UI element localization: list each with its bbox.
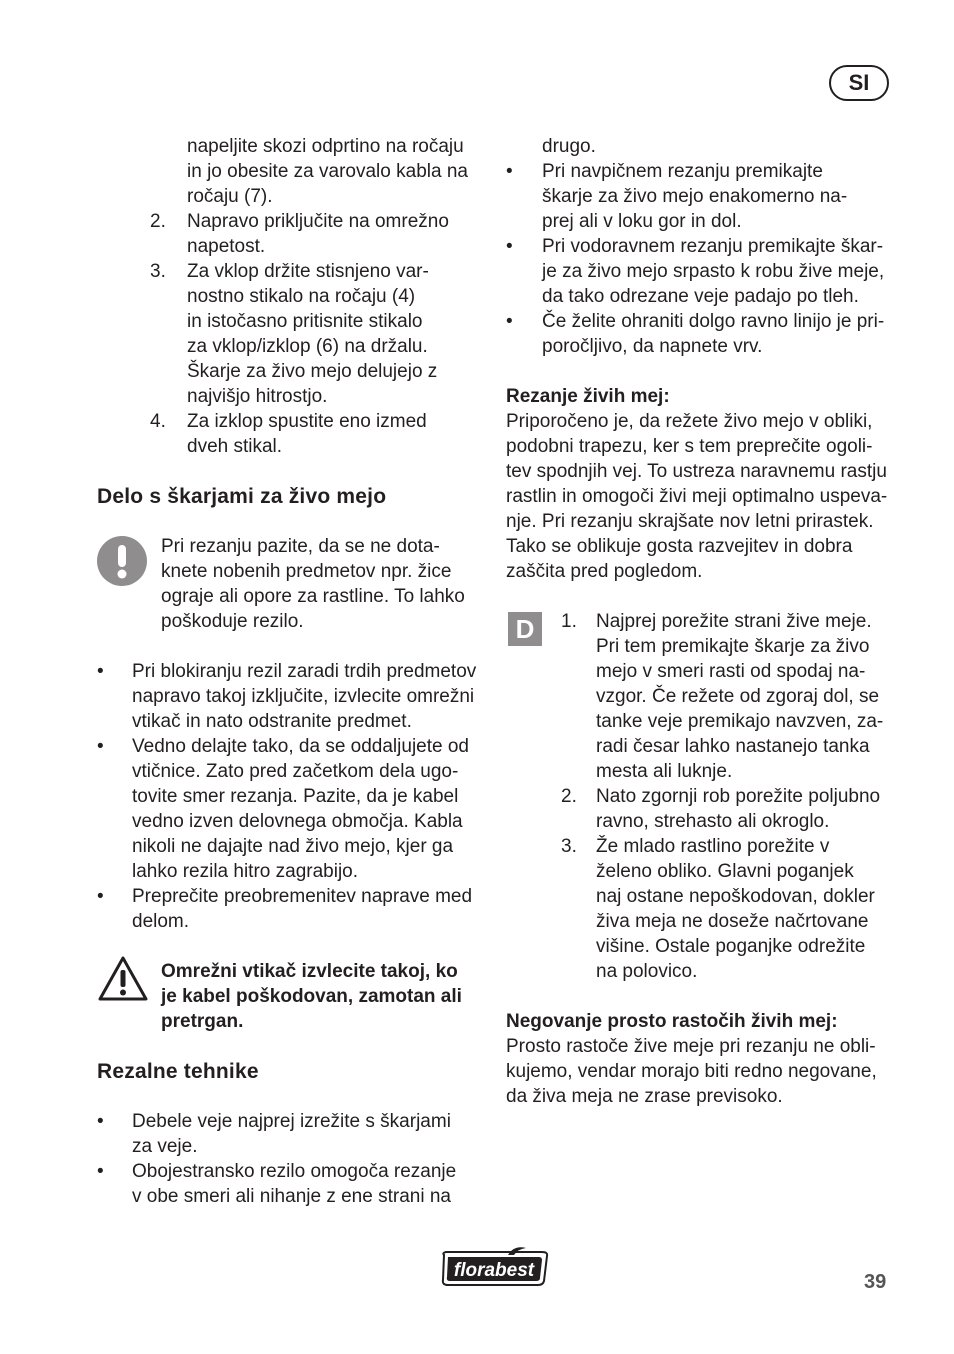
warning-triangle-icon [97,955,149,1010]
text-line: napetost. [187,236,266,257]
text-line: Za vklop držite stisnjeno var- [187,261,429,282]
text-line: mesta ali luknje. [596,761,733,782]
exclamation-icon [97,536,147,586]
step-number: 2. [561,786,577,807]
page-number: 39 [864,1271,887,1293]
bullet-icon: • [506,236,513,257]
text-line: škarje za živo mejo enakomerno na- [542,186,848,207]
subsection-title: Negovanje prosto rastočih živih mej: [506,1011,838,1032]
bullet-icon: • [97,736,104,757]
text-line: najvišjo hitrostjo. [187,386,328,407]
text-line: je za živo mejo srpasto k robu žive meje, [542,261,885,282]
list-item [506,784,892,834]
text-line: Priporočeno je, da režete živo mejo v obliki, [506,411,873,432]
text-line: tev spodnjih vej. To ustreza naravnemu rastju [506,461,887,482]
bullet-icon: • [506,161,513,182]
bullet-list [97,659,479,934]
text-line: Najprej porežite strani žive meje. [596,611,872,632]
warning-block [97,959,479,1034]
subsection-care [506,1009,892,1109]
text-line: poročljivo, da napnete vrv. [542,336,763,357]
bullet-icon: • [506,311,513,332]
language-badge: SI [829,65,889,101]
step-number: 1. [561,611,577,632]
text-line: Že mlado rastlino porežite v [596,836,830,857]
text-line: radi česar lahko nastanejo tanka [596,736,870,757]
text-line: Prosto rastoče žive meje pri rezanju ne obli- [506,1036,876,1057]
text-line: lahko rezila hitro zagrabijo. [132,861,359,882]
text-line: Napravo priključite na omrežno [187,211,449,232]
bullet-icon: • [97,1161,104,1182]
subsection-cutting [506,384,892,584]
list-item [97,734,479,884]
text-line: mejo v smeri rasti od spodaj na- [596,661,866,682]
text-line: in istočasno pritisnite stikalo [187,311,423,332]
text-line: Pri blokiranju rezil zaradi trdih predmetov [132,661,477,682]
text-line: rastlin in omogoči živi meji optimalno uspeva- [506,486,888,507]
text-line: Debele veje najprej izrežite s škarjami [132,1111,451,1132]
text-line: ravno, strehasto ali okroglo. [596,811,830,832]
text-line: Za izklop spustite eno izmed [187,411,427,432]
text-line: Pri rezanju pazite, da se ne dota- [161,536,440,557]
step-4 [97,409,479,459]
text-line: vzgor. Če režete od zgoraj dol, se [596,686,880,707]
illustration-steps [506,609,892,984]
text-line: ograje ali opore za rastline. To lahko [161,586,465,607]
list-item [97,1109,479,1159]
text-line: nostno stikalo na ročaju (4) [187,286,416,307]
bullet-icon: • [97,886,104,907]
text-line: Če želite ohraniti dolgo ravno linijo je pri- [542,311,885,332]
text-line: vedno izven delovnega območja. Kabla [132,811,463,832]
text-line: tanke veje premikajo navzven, za- [596,711,884,732]
text-line: nje. Pri rezanju skrajšate nov letni prirastek. [506,511,874,532]
text-line: podobni trapezu, ker s tem preprečite ogoli- [506,436,873,457]
text-line: napravo takoj izključite, izvlecite omrežni [132,686,475,707]
text-line: Pri tem premikajte škarje za živo [596,636,870,657]
text-line: v obe smeri ali nihanje z ene strani na [132,1186,451,1207]
step-2 [97,209,479,259]
text-line: je kabel poškodovan, zamotan ali [161,986,462,1007]
text-line: Škarje za živo mejo delujejo z [187,361,438,382]
text-line: kujemo, vendar morajo biti redno negovane, [506,1061,877,1082]
text-line: knete nobenih predmetov npr. žice [161,561,452,582]
step-1-continuation [97,134,479,209]
text-line: delom. [132,911,190,932]
step-number: 4. [150,411,166,432]
bullet-icon: • [97,1111,104,1132]
text-line: naj ostane nepoškodovan, dokler [596,886,875,907]
text-line: na polovico. [596,961,698,982]
text-line: vtičnice. Zato pred začetkom dela ugo- [132,761,459,782]
step-number: 2. [150,211,166,232]
bullet-list [97,1109,479,1209]
text-line: nikoli ne dajajte nad živo mejo, kjer ga [132,836,454,857]
list-item [97,659,479,734]
text-line: da tako odrezane veje padajo po tleh. [542,286,859,307]
list-item [506,609,892,784]
section-heading: Delo s škarjami za živo mejo [97,485,387,508]
left-column [97,134,479,1209]
text-line: da živa meja ne zrase previsoko. [506,1086,783,1107]
text-line: višine. Ostale poganjke odrežite [596,936,866,957]
text-line: želeno obliko. Glavni poganjek [596,861,854,882]
text-line: in jo obesite za varovalo kabla na [187,161,468,182]
text-line: Preprečite preobremenitev naprave med [132,886,473,907]
step-number: 3. [561,836,577,857]
figure-d-label: D [508,612,542,646]
text-line: Pri navpičnem rezanju premikajte [542,161,823,182]
text-line: dveh stikal. [187,436,283,457]
florabest-logo [438,1243,552,1289]
text-line: prej ali v loku gor in dol. [542,211,742,232]
text-line: Tako se oblikuje gosta razvejitev in dobra [506,536,853,557]
subsection-title: Rezanje živih mej: [506,386,670,407]
list-item [506,834,892,984]
list-item [97,1159,479,1209]
bullet-icon: • [97,661,104,682]
text-line: Vedno delajte tako, da se oddaljujete od [132,736,469,757]
text-line: pretrgan. [161,1011,244,1032]
text-line: živa meja ne doseže načrtovane [596,911,869,932]
text-line: Omrežni vtikač izvlecite takoj, ko [161,961,458,982]
text-line: Nato zgornji rob porežite poljubno [596,786,881,807]
text-line: za veje. [132,1136,198,1157]
svg-text:florabest: florabest [453,1260,535,1281]
list-item [506,234,892,309]
text-line: poškoduje rezilo. [161,611,304,632]
text-line: vtikač in nato odstranite predmet. [132,711,412,732]
text-line: Obojestransko rezilo omogoča rezanje [132,1161,457,1182]
text-line: zaščita pred pogledom. [506,561,703,582]
step-number: 3. [150,261,166,282]
step-3 [97,259,479,409]
text-line: Pri vodoravnem rezanju premikajte škar- [542,236,884,257]
list-item [506,159,892,234]
text-line: tovite smer rezanja. Pazite, da je kabel [132,786,459,807]
notice-block [97,534,479,634]
list-item [97,884,479,934]
section-heading: Rezalne tehnike [97,1060,259,1083]
list-item [506,309,892,359]
text-line: ročaju (7). [187,186,273,207]
text-line: napeljite skozi odprtino na ročaju [187,136,464,157]
right-column [506,134,892,1109]
text-line: za vklop/izklop (6) na držalu. [187,336,428,357]
text-line: drugo. [542,136,596,157]
